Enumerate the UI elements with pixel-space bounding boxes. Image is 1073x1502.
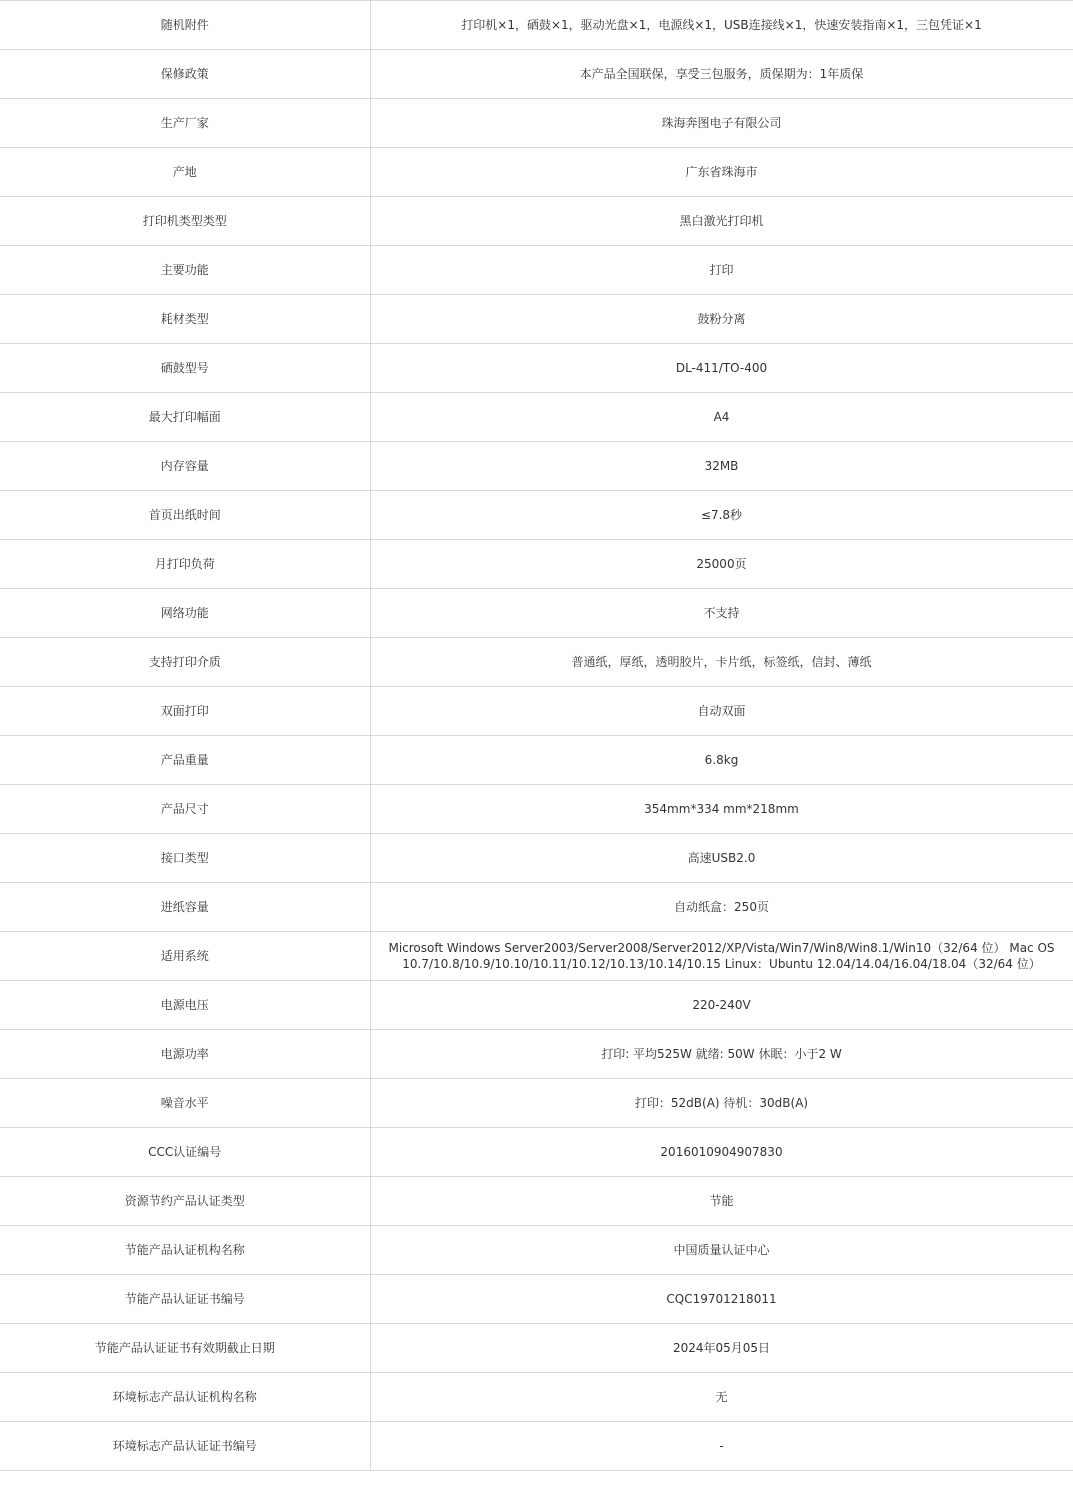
table-row <box>0 1128 1073 1177</box>
spec-value: 25000页 <box>370 540 1073 589</box>
spec-label: 噪音水平 <box>0 1079 370 1128</box>
table-row <box>0 1079 1073 1128</box>
spec-value: 220-240V <box>370 981 1073 1030</box>
spec-value: 中国质量认证中心 <box>370 1226 1073 1275</box>
spec-label: 产品尺寸 <box>0 785 370 834</box>
spec-label: 保修政策 <box>0 50 370 99</box>
spec-label: 适用系统 <box>0 932 370 981</box>
table-row <box>0 932 1073 981</box>
spec-value: 自动纸盒：250页 <box>370 883 1073 932</box>
table-row <box>0 1 1073 50</box>
spec-label: 节能产品认证证书编号 <box>0 1275 370 1324</box>
spec-label: 进纸容量 <box>0 883 370 932</box>
spec-value: 6.8kg <box>370 736 1073 785</box>
table-row <box>0 99 1073 148</box>
table-row <box>0 442 1073 491</box>
table-row <box>0 834 1073 883</box>
spec-value: ≤7.8秒 <box>370 491 1073 540</box>
spec-value: 2016010904907830 <box>370 1128 1073 1177</box>
table-row <box>0 736 1073 785</box>
table-row <box>0 785 1073 834</box>
spec-label: 电源功率 <box>0 1030 370 1079</box>
spec-value: 高速USB2.0 <box>370 834 1073 883</box>
table-row <box>0 981 1073 1030</box>
table-row <box>0 687 1073 736</box>
spec-label: 耗材类型 <box>0 295 370 344</box>
table-row <box>0 295 1073 344</box>
spec-label: 生产厂家 <box>0 99 370 148</box>
spec-label: 首页出纸时间 <box>0 491 370 540</box>
table-row <box>0 246 1073 295</box>
spec-label: CCC认证编号 <box>0 1128 370 1177</box>
table-row <box>0 197 1073 246</box>
table-row <box>0 1422 1073 1471</box>
spec-value: 节能 <box>370 1177 1073 1226</box>
spec-label: 资源节约产品认证类型 <box>0 1177 370 1226</box>
spec-value: 无 <box>370 1373 1073 1422</box>
table-row <box>0 393 1073 442</box>
spec-value: 354mm*334 mm*218mm <box>370 785 1073 834</box>
spec-value: 鼓粉分离 <box>370 295 1073 344</box>
spec-label: 随机附件 <box>0 1 370 50</box>
table-row <box>0 589 1073 638</box>
spec-value: 珠海奔图电子有限公司 <box>370 99 1073 148</box>
spec-value: - <box>370 1422 1073 1471</box>
spec-value: 打印: 平均525W 就绪: 50W 休眠：小于2 W <box>370 1030 1073 1079</box>
spec-value: 不支持 <box>370 589 1073 638</box>
spec-value: 普通纸，厚纸，透明胶片，卡片纸，标签纸，信封、薄纸 <box>370 638 1073 687</box>
spec-value: 2024年05月05日 <box>370 1324 1073 1373</box>
table-row <box>0 1030 1073 1079</box>
table-row <box>0 1226 1073 1275</box>
table-row <box>0 540 1073 589</box>
spec-label: 节能产品认证证书有效期截止日期 <box>0 1324 370 1373</box>
table-row <box>0 1177 1073 1226</box>
table-row <box>0 491 1073 540</box>
table-row <box>0 1324 1073 1373</box>
spec-label: 最大打印幅面 <box>0 393 370 442</box>
spec-label: 内存容量 <box>0 442 370 491</box>
spec-value: 广东省珠海市 <box>370 148 1073 197</box>
spec-label: 网络功能 <box>0 589 370 638</box>
spec-label: 双面打印 <box>0 687 370 736</box>
spec-label: 硒鼓型号 <box>0 344 370 393</box>
spec-label: 接口类型 <box>0 834 370 883</box>
spec-label: 环境标志产品认证证书编号 <box>0 1422 370 1471</box>
table-row <box>0 50 1073 99</box>
spec-label: 月打印负荷 <box>0 540 370 589</box>
spec-label: 支持打印介质 <box>0 638 370 687</box>
spec-value: 打印：52dB(A) 待机：30dB(A) <box>370 1079 1073 1128</box>
spec-label: 产地 <box>0 148 370 197</box>
spec-value: 本产品全国联保，享受三包服务，质保期为：1年质保 <box>370 50 1073 99</box>
table-row <box>0 638 1073 687</box>
spec-table-body <box>0 1 1073 1471</box>
spec-label: 电源电压 <box>0 981 370 1030</box>
spec-label: 主要功能 <box>0 246 370 295</box>
spec-value: 32MB <box>370 442 1073 491</box>
spec-label: 节能产品认证机构名称 <box>0 1226 370 1275</box>
spec-label: 产品重量 <box>0 736 370 785</box>
spec-label: 环境标志产品认证机构名称 <box>0 1373 370 1422</box>
spec-label: 打印机类型类型 <box>0 197 370 246</box>
spec-value: 打印机×1，硒鼓×1，驱动光盘×1，电源线×1，USB连接线×1，快速安装指南×1，三包凭证×1 <box>370 1 1073 50</box>
spec-value: 自动双面 <box>370 687 1073 736</box>
spec-value: Microsoft Windows Server2003/Server2008/Server2012/XP/Vista/Win7/Win8/Win8.1/Win10（32/64 位） Mac OS 10.7/10.8/10.9/10.10/10.11/10.12/10.13/10.14/10.15 Linux：Ubuntu 12.04/14.04/16.04/18.04（32/64 位） <box>370 932 1073 981</box>
spec-value: 黑白激光打印机 <box>370 197 1073 246</box>
spec-value: 打印 <box>370 246 1073 295</box>
spec-value: A4 <box>370 393 1073 442</box>
table-row <box>0 148 1073 197</box>
table-row <box>0 1373 1073 1422</box>
spec-value: DL-411/TO-400 <box>370 344 1073 393</box>
table-row <box>0 344 1073 393</box>
spec-value: CQC19701218011 <box>370 1275 1073 1324</box>
table-row <box>0 1275 1073 1324</box>
table-row <box>0 883 1073 932</box>
